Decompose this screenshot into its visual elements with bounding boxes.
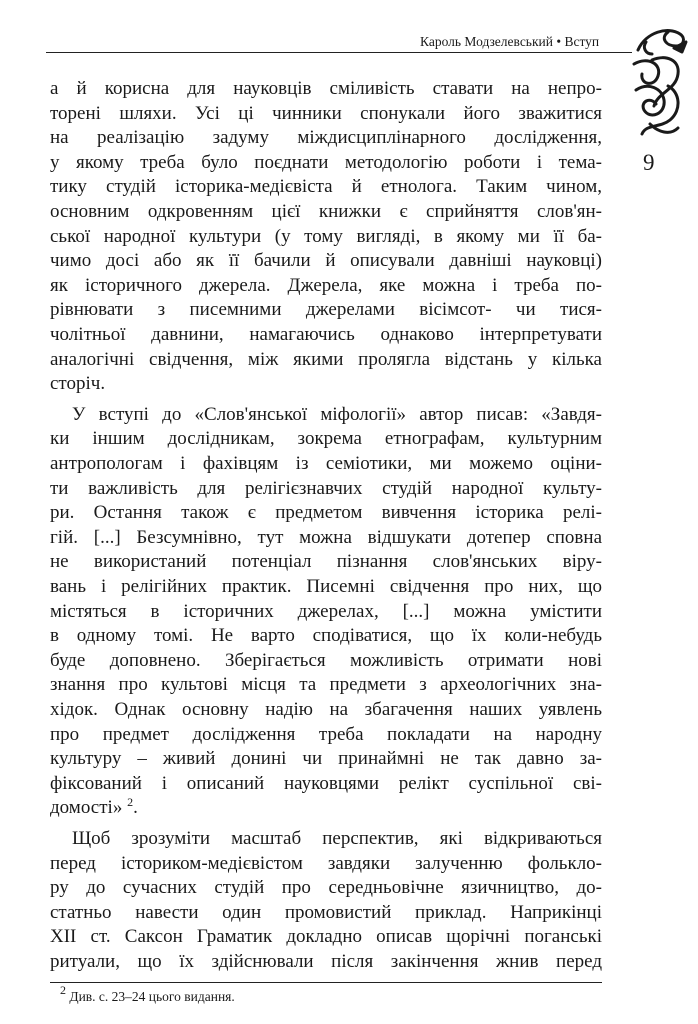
- text-line: ри. Остання також є предметом вивчення історика релі-: [50, 502, 602, 524]
- text-line: знання про культові місця та предмети з археологічних зна-: [50, 674, 602, 696]
- text-line: XII ст. Саксон Граматик докладно описав щорічні поганські: [50, 926, 602, 948]
- text-line: ти важливість для релігієзнавчих студій народної культу-: [50, 477, 602, 499]
- text-line: на реалізацію задуму міждисциплінарного дослідження,: [50, 127, 602, 149]
- text-line: ки іншим дослідникам, зокрема етнографам, культурним: [50, 428, 602, 450]
- text-line: тику студій історика-медієвіста й етнолога. Таким чином,: [50, 176, 602, 198]
- text-line: антропологам і фахівцям із семіотики, ми можемо оціни-: [50, 453, 602, 474]
- text-line: перед істориком-медієвістом завдяки залученню фолькло-: [50, 852, 602, 874]
- text-line: чимо досі або як її бачили й описували давніші науковці): [50, 250, 602, 272]
- text-line: сторіч.: [50, 373, 106, 395]
- text-line: гій. [...] Безсумнівно, тут можна відшукати дотепер сповна: [50, 526, 602, 548]
- text-line: хідок. Однак основну надію на збагачення наших уявлень: [50, 699, 602, 720]
- text-fragment: .: [133, 797, 138, 819]
- text-fragment: домості»: [50, 797, 123, 819]
- text-line: ру до сучасних студій про середньовічне язичництво, до-: [50, 877, 602, 899]
- text-line: [50, 795, 602, 820]
- text-line: вань і релігійних практик. Писемні свідчення про них, що: [50, 576, 602, 597]
- text-line: основним одкровенням цієї книжки є сприйняття слов'ян-: [50, 201, 602, 222]
- text-line: аналогічні свідчення, між якими пролягла відстань у кілька: [50, 348, 602, 370]
- text-line: статньо навести один промовистий приклад. Наприкінці: [50, 901, 602, 923]
- page-number: 9: [643, 150, 655, 175]
- text-line: в одному томі. Не варто сподіватися, що їх коли-небудь: [50, 625, 602, 647]
- text-line: ської народної культури (у тому вигляді, в якому ми її ба-: [50, 225, 602, 247]
- footnote: [60, 982, 235, 1009]
- footnote-number: 2: [60, 982, 66, 997]
- text-line: а й корисна для науковців сміливість ставати на непро-: [50, 78, 602, 99]
- header-rule: [46, 52, 632, 53]
- text-line: рівнювати з писемними джерелами вісімсот- чи тися-: [50, 299, 602, 321]
- text-line: У вступі до «Слов'янської міфології» автор писав: «Завдя-: [72, 403, 602, 425]
- text-line: містяться в історичних джерелах, [...] можна умістити: [50, 600, 602, 622]
- celtic-knot-ornament-icon: [628, 20, 690, 142]
- text-line: торені шляхи. Усі ці чинники спонукали його зважитися: [50, 102, 602, 124]
- text-line: про предмет дослідження треба покладати на народну: [50, 723, 602, 745]
- text-line: як історичного джерела. Джерела, яке можна і треба по-: [50, 274, 602, 296]
- running-head: Кароль Модзелевський • Вступ: [420, 34, 600, 49]
- text-line: буде доповнено. Зберігається можливість отримати нові: [50, 649, 602, 671]
- footnote-ref: 2: [127, 795, 134, 810]
- text-line: чолітньої давнини, намагаючись однаково інтерпретувати: [50, 324, 602, 345]
- text-line: у якому треба було поєднати методологію роботи і тема-: [50, 151, 602, 173]
- text-line: культуру – живий донині чи принаймні не так давно за-: [50, 748, 602, 770]
- text-line: не використаний потенціал пізнання слов'янських віру-: [50, 551, 602, 573]
- footnote-text: Див. с. 23–24 цього видання.: [66, 988, 235, 1004]
- footnote-rule: [50, 982, 602, 983]
- text-line: Щоб зрозуміти масштаб перспектив, які відкриваються: [72, 828, 602, 849]
- text-line: фіксований і описаний науковцями релікт суспільної сві-: [50, 772, 602, 794]
- text-line: ритуали, що їх здійснювали після закінчення жнив перед: [50, 951, 602, 972]
